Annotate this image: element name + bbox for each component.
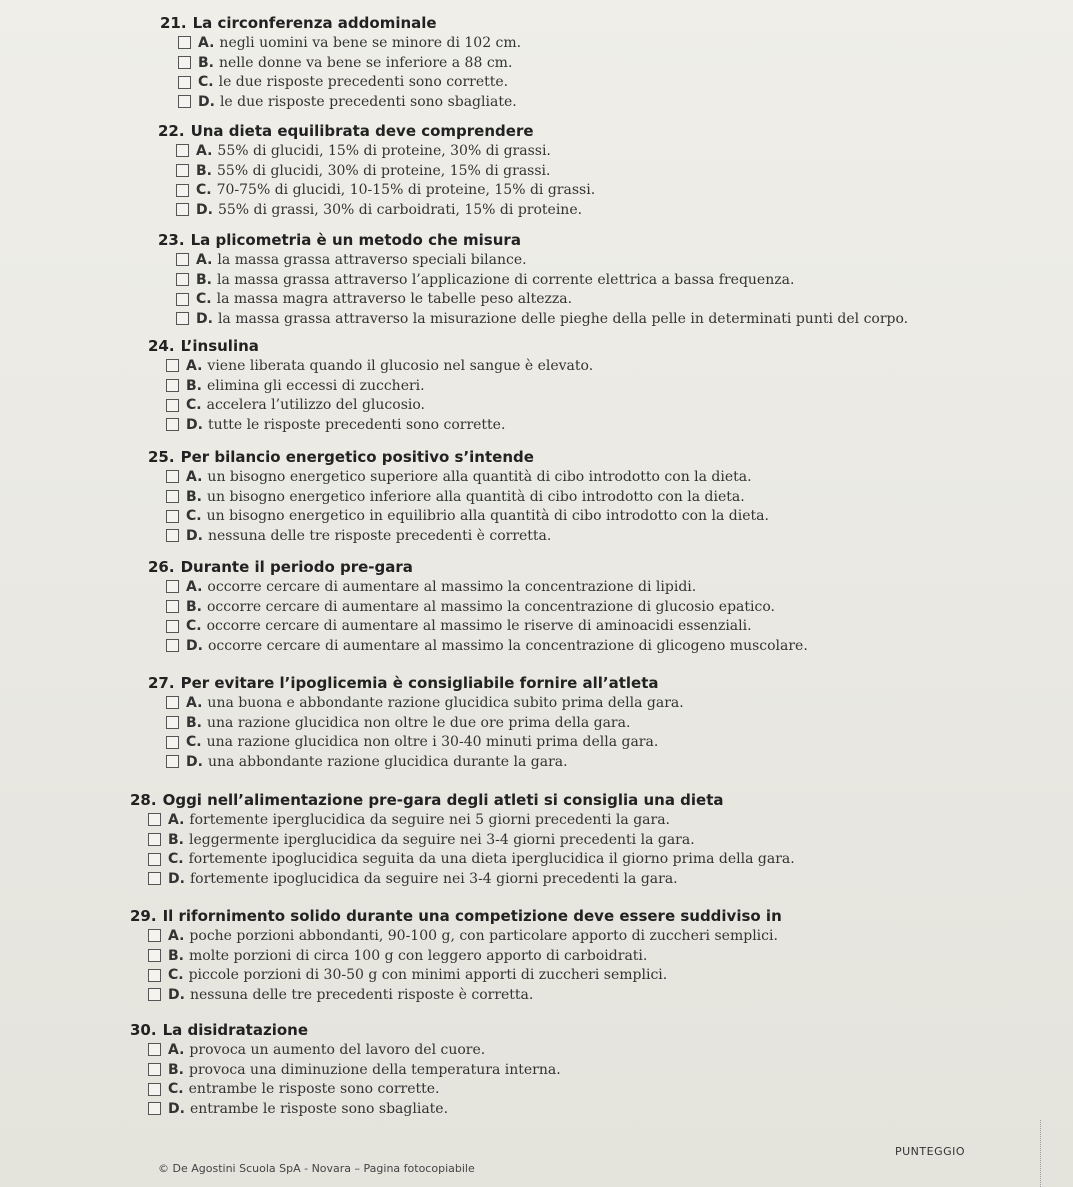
question-title: 29. Il rifornimento solido durante una competizione deve essere suddiviso in (130, 907, 782, 925)
question-title: 27. Per evitare l’ipoglicemia è consigliabile fornire all’atleta (148, 674, 659, 692)
answer-option-d[interactable]: D. una abbondante razione glucidica durante la gara. (166, 752, 684, 772)
checkbox-icon[interactable] (176, 164, 189, 177)
answer-option-b[interactable]: B. un bisogno energetico inferiore alla quantità di cibo introdotto con la dieta. (166, 487, 769, 507)
answer-option-a[interactable]: A. negli uomini va bene se minore di 102 cm. (178, 33, 521, 53)
question-30 (130, 1020, 561, 1119)
checkbox-icon[interactable] (148, 1102, 161, 1115)
question-27 (148, 673, 684, 772)
checkbox-icon[interactable] (148, 969, 161, 982)
answer-option-d[interactable]: D. la massa grassa attraverso la misurazione delle pieghe della pelle in determinati punti del corpo. (176, 309, 908, 329)
checkbox-icon[interactable] (148, 949, 161, 962)
checkbox-icon[interactable] (166, 755, 179, 768)
answer-option-c[interactable]: C. 70-75% di glucidi, 10-15% di proteine, 15% di grassi. (176, 180, 595, 200)
answer-option-c[interactable]: C. una razione glucidica non oltre i 30-40 minuti prima della gara. (166, 732, 684, 752)
question-title: 24. L’insulina (148, 337, 259, 355)
answer-option-b[interactable]: B. nelle donne va bene se inferiore a 88 cm. (178, 53, 521, 73)
checkbox-icon[interactable] (176, 184, 189, 197)
checkbox-icon[interactable] (148, 988, 161, 1001)
checkbox-icon[interactable] (166, 529, 179, 542)
answer-option-c[interactable]: C. piccole porzioni di 30-50 g con minimi apporti di zuccheri semplici. (148, 965, 782, 985)
answer-option-d[interactable]: D. fortemente ipoglucidica da seguire nei 3-4 giorni precedenti la gara. (148, 869, 795, 889)
answer-option-a[interactable]: A. occorre cercare di aumentare al massimo la concentrazione di lipidi. (166, 577, 808, 597)
question-title: 25. Per bilancio energetico positivo s’intende (148, 448, 534, 466)
answer-option-b[interactable]: B. 55% di glucidi, 30% di proteine, 15% di grassi. (176, 161, 595, 181)
checkbox-icon[interactable] (166, 716, 179, 729)
checkbox-icon[interactable] (166, 418, 179, 431)
checkbox-icon[interactable] (148, 1063, 161, 1076)
answer-option-c[interactable]: C. la massa magra attraverso le tabelle peso altezza. (176, 289, 908, 309)
checkbox-icon[interactable] (166, 490, 179, 503)
checkbox-icon[interactable] (178, 76, 191, 89)
answer-option-c[interactable]: C. le due risposte precedenti sono corrette. (178, 72, 521, 92)
checkbox-icon[interactable] (166, 510, 179, 523)
answer-option-d[interactable]: D. nessuna delle tre precedenti risposte è corretta. (148, 985, 782, 1005)
answer-option-a[interactable]: A. la massa grassa attraverso speciali bilance. (176, 250, 908, 270)
answer-option-d[interactable]: D. entrambe le risposte sono sbagliate. (148, 1099, 561, 1119)
checkbox-icon[interactable] (176, 253, 189, 266)
checkbox-icon[interactable] (166, 620, 179, 633)
answer-option-a[interactable]: A. un bisogno energetico superiore alla quantità di cibo introdotto con la dieta. (166, 467, 769, 487)
checkbox-icon[interactable] (166, 696, 179, 709)
answer-option-a[interactable]: A. una buona e abbondante razione glucidica subito prima della gara. (166, 693, 684, 713)
checkbox-icon[interactable] (148, 833, 161, 846)
checkbox-icon[interactable] (166, 639, 179, 652)
question-24 (148, 336, 593, 435)
checkbox-icon[interactable] (176, 144, 189, 157)
checkbox-icon[interactable] (166, 470, 179, 483)
checkbox-icon[interactable] (176, 203, 189, 216)
answer-option-b[interactable]: B. una razione glucidica non oltre le due ore prima della gara. (166, 713, 684, 733)
answer-option-c[interactable]: C. accelera l’utilizzo del glucosio. (166, 395, 593, 415)
checkbox-icon[interactable] (148, 853, 161, 866)
checkbox-icon[interactable] (178, 95, 191, 108)
question-title: 22. Una dieta equilibrata deve comprendere (158, 122, 534, 140)
answer-option-c[interactable]: C. entrambe le risposte sono corrette. (148, 1079, 561, 1099)
checkbox-icon[interactable] (166, 736, 179, 749)
answer-option-b[interactable]: B. occorre cercare di aumentare al massimo la concentrazione di glucosio epatico. (166, 597, 808, 617)
answer-option-b[interactable]: B. leggermente iperglucidica da seguire nei 3-4 giorni precedenti la gara. (148, 830, 795, 850)
checkbox-icon[interactable] (166, 580, 179, 593)
checkbox-icon[interactable] (148, 1043, 161, 1056)
checkbox-icon[interactable] (166, 359, 179, 372)
question-29 (130, 906, 782, 1005)
checkbox-icon[interactable] (166, 600, 179, 613)
question-21 (160, 13, 521, 112)
answer-option-d[interactable]: D. 55% di grassi, 30% di carboidrati, 15% di proteine. (176, 200, 595, 220)
answer-option-a[interactable]: A. fortemente iperglucidica da seguire nei 5 giorni precedenti la gara. (148, 810, 795, 830)
answer-option-c[interactable]: C. fortemente ipoglucidica seguita da una dieta iperglucidica il giorno prima della gara. (148, 849, 795, 869)
copyright-footer: © De Agostini Scuola SpA - Novara – Pagina fotocopiabile (158, 1162, 475, 1175)
answer-option-b[interactable]: B. la massa grassa attraverso l’applicazione di corrente elettrica a bassa frequenza. (176, 270, 908, 290)
answer-option-a[interactable]: A. poche porzioni abbondanti, 90-100 g, con particolare apporto di zuccheri semplici. (148, 926, 782, 946)
question-25 (148, 447, 769, 546)
checkbox-icon[interactable] (176, 273, 189, 286)
question-28 (130, 790, 795, 889)
answer-option-d[interactable]: D. le due risposte precedenti sono sbagliate. (178, 92, 521, 112)
page-edge-divider (1040, 1120, 1043, 1187)
checkbox-icon[interactable] (176, 312, 189, 325)
answer-option-d[interactable]: D. occorre cercare di aumentare al massimo la concentrazione di glicogeno muscolare. (166, 636, 808, 656)
checkbox-icon[interactable] (148, 813, 161, 826)
answer-option-b[interactable]: B. provoca una diminuzione della temperatura interna. (148, 1060, 561, 1080)
score-label: PUNTEGGIO (895, 1145, 966, 1158)
checkbox-icon[interactable] (166, 399, 179, 412)
answer-option-c[interactable]: C. occorre cercare di aumentare al massimo le riserve di aminoacidi essenziali. (166, 616, 808, 636)
answer-option-a[interactable]: A. 55% di glucidi, 15% di proteine, 30% di grassi. (176, 141, 595, 161)
question-26 (148, 557, 808, 656)
question-title: 28. Oggi nell’alimentazione pre-gara degli atleti si consiglia una dieta (130, 791, 724, 809)
answer-option-b[interactable]: B. elimina gli eccessi di zuccheri. (166, 376, 593, 396)
checkbox-icon[interactable] (178, 36, 191, 49)
answer-option-a[interactable]: A. viene liberata quando il glucosio nel sangue è elevato. (166, 356, 593, 376)
question-23 (158, 230, 908, 329)
checkbox-icon[interactable] (148, 872, 161, 885)
checkbox-icon[interactable] (166, 379, 179, 392)
question-title: 30. La disidratazione (130, 1021, 309, 1039)
checkbox-icon[interactable] (176, 293, 189, 306)
answer-option-c[interactable]: C. un bisogno energetico in equilibrio alla quantità di cibo introdotto con la dieta. (166, 506, 769, 526)
question-title: 23. La plicometria è un metodo che misura (158, 231, 521, 249)
checkbox-icon[interactable] (178, 56, 191, 69)
answer-option-b[interactable]: B. molte porzioni di circa 100 g con leggero apporto di carboidrati. (148, 946, 782, 966)
checkbox-icon[interactable] (148, 929, 161, 942)
question-title: 21. La circonferenza addominale (160, 14, 437, 32)
answer-option-a[interactable]: A. provoca un aumento del lavoro del cuore. (148, 1040, 561, 1060)
checkbox-icon[interactable] (148, 1083, 161, 1096)
answer-option-d[interactable]: D. tutte le risposte precedenti sono corrette. (166, 415, 593, 435)
question-22 (158, 121, 595, 220)
answer-option-d[interactable]: D. nessuna delle tre risposte precedenti è corretta. (166, 526, 769, 546)
question-title: 26. Durante il periodo pre-gara (148, 558, 413, 576)
